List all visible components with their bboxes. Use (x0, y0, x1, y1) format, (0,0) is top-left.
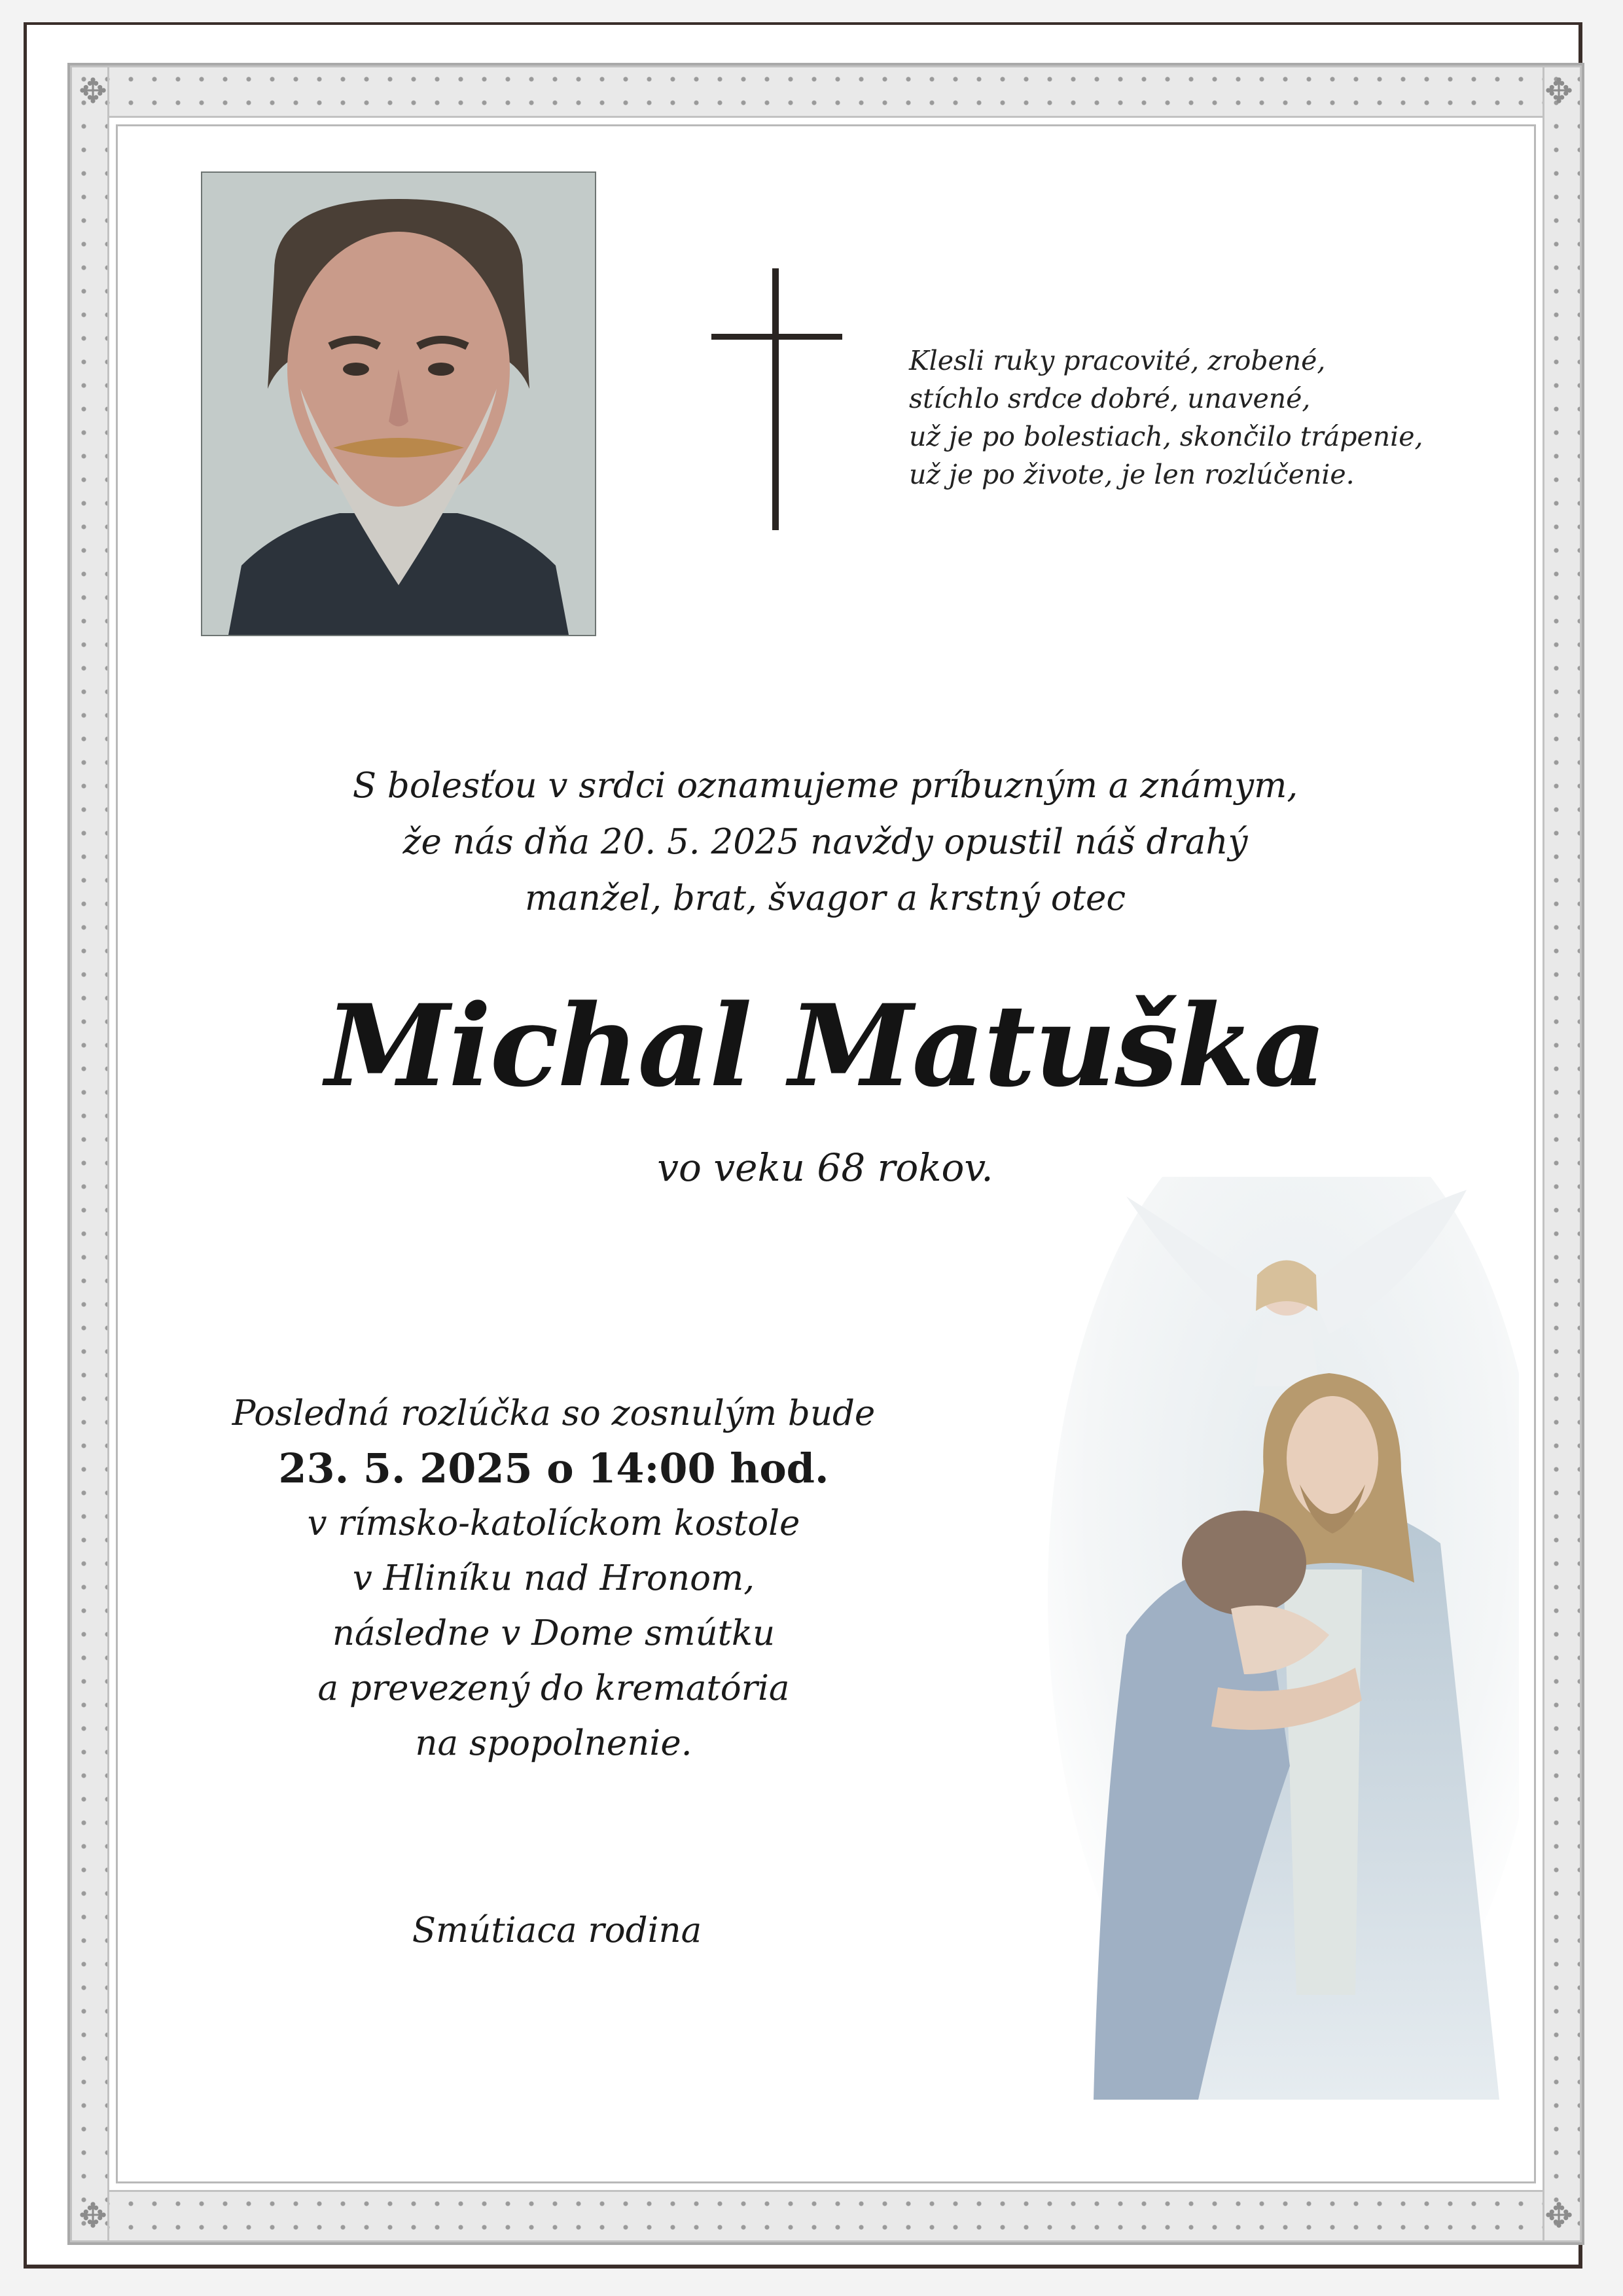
frame-bottom-band (70, 2190, 1582, 2242)
frame-corner-ornament-icon: ✥ (79, 2197, 107, 2236)
poem-line: už je po živote, je len rozlúčenie. (909, 459, 1355, 490)
funeral-datetime: 23. 5. 2025 o 14:00 hod. (278, 1444, 829, 1492)
poem-verse (909, 342, 1498, 493)
poem-line: stíchlo srdce dobré, unavené, (909, 383, 1311, 414)
funeral-detail-line: na spopolnenie. (415, 1723, 692, 1763)
frame-corner-ornament-icon: ✥ (1544, 72, 1573, 111)
cross-icon (711, 268, 842, 530)
poem-line: už je po bolestiach, skončilo trápenie, (909, 421, 1423, 452)
frame-left-band (70, 65, 109, 2242)
funeral-detail-line: v Hliníku nad Hronom, (352, 1558, 755, 1598)
announcement-line: S bolesťou v srdci oznamujeme príbuzným a známym, (352, 766, 1298, 806)
funeral-intro: Posledná rozlúčka so zosnulým bude (232, 1393, 876, 1433)
frame-corner-ornament-icon: ✥ (1544, 2197, 1573, 2236)
announcement-line: manžel, brat, švagor a krstný otec (524, 878, 1126, 918)
announcement-text (197, 758, 1454, 927)
funeral-detail-line: a prevezený do krematória (317, 1668, 790, 1708)
funeral-detail-line: následne v Dome smútku (332, 1613, 776, 1653)
announcement-line: že nás dňa 20. 5. 2025 navždy opustil náš drahý (402, 822, 1248, 862)
deceased-age: vo veku 68 rokov. (657, 1145, 993, 1190)
poem-line: Klesli ruky pracovité, zrobené, (909, 345, 1326, 376)
portrait-photo (201, 171, 596, 636)
deceased-name: Michal Matuška (325, 979, 1325, 1112)
frame-right-band (1543, 65, 1582, 2242)
frame-corner-ornament-icon: ✥ (79, 72, 107, 111)
religious-artwork (1048, 1177, 1519, 2132)
frame-top-band (70, 65, 1582, 118)
funeral-detail-line: v rímsko-katolíckom kostole (307, 1503, 800, 1543)
obituary-sheet (24, 22, 1582, 2269)
funeral-info (177, 1386, 930, 1771)
portrait-illustration (202, 173, 595, 635)
family-signature: Smútiaca rodina (412, 1910, 702, 1950)
